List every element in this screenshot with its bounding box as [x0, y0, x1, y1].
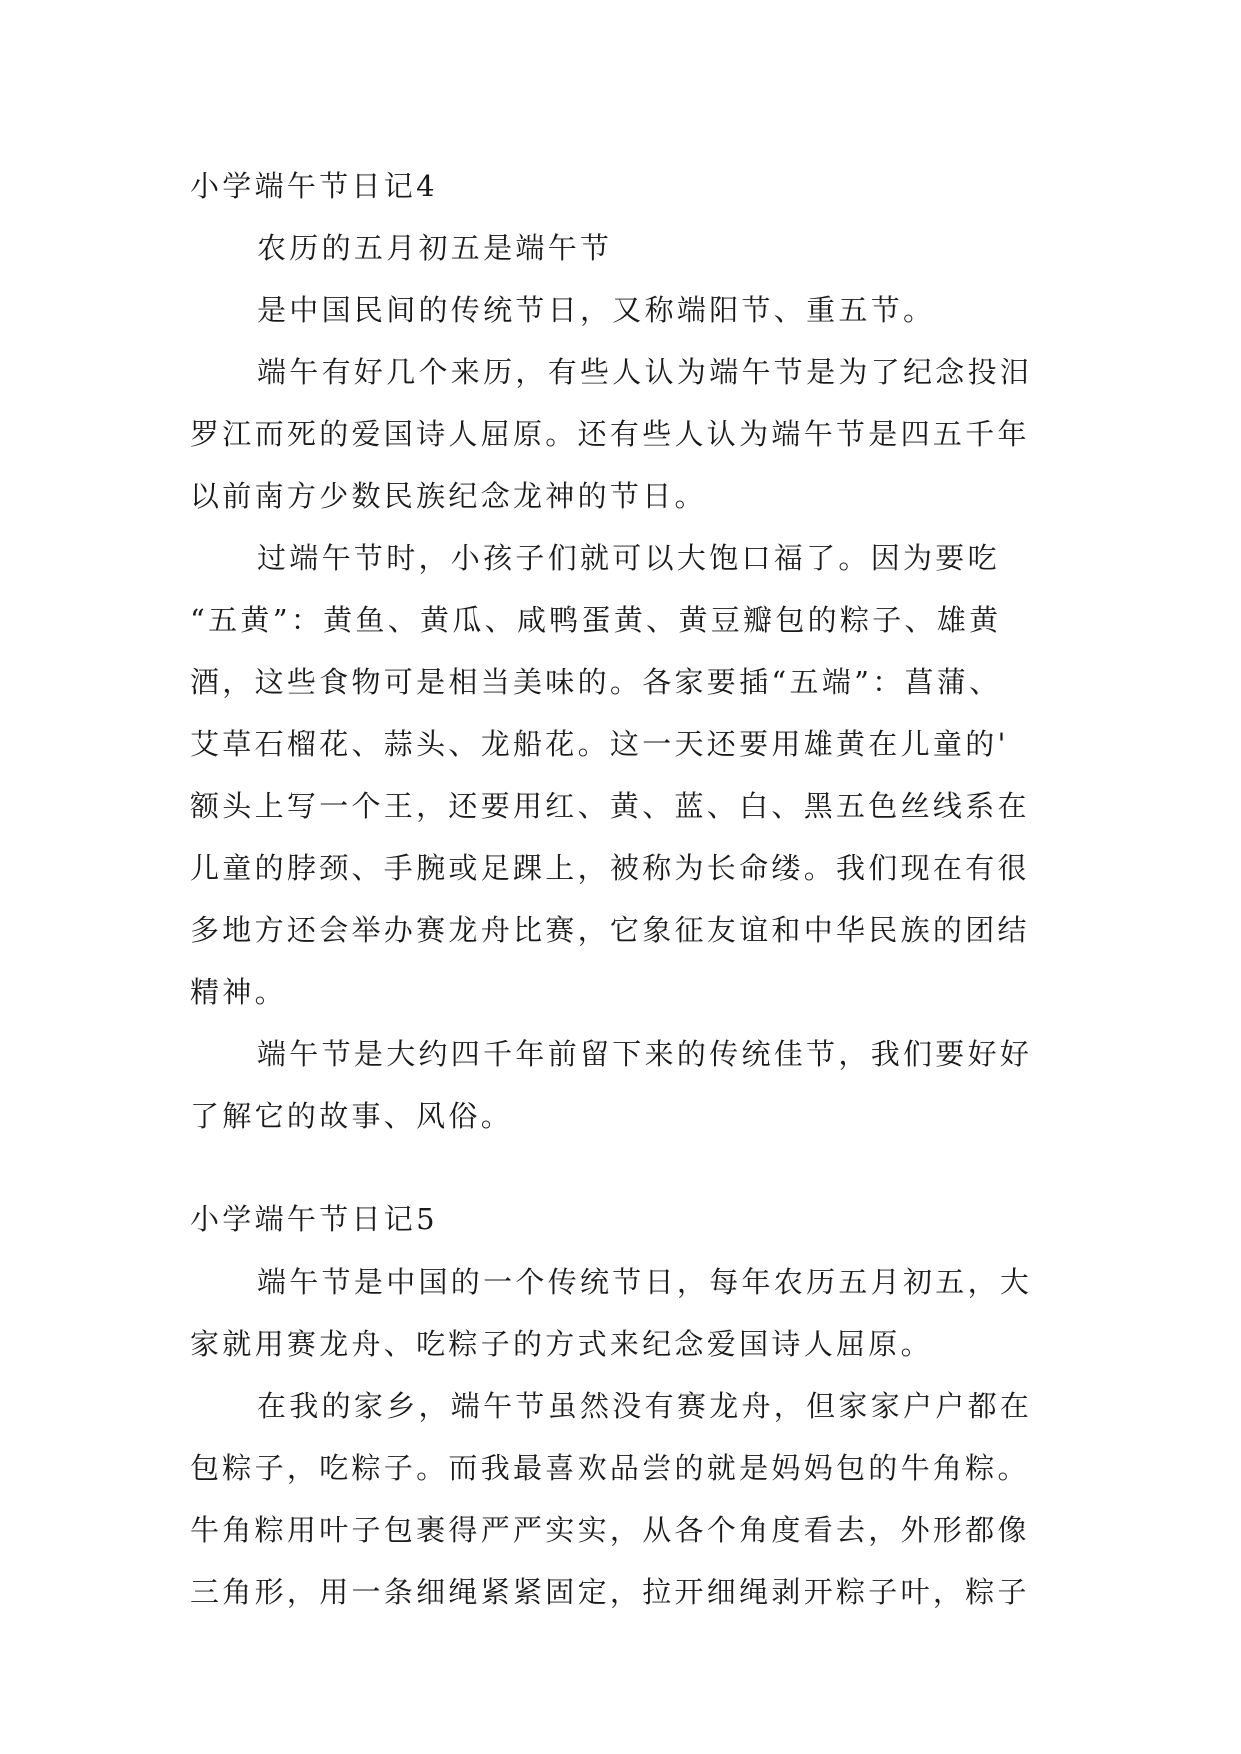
paragraph-line: 以前南方少数民族纪念龙神的节日。: [190, 479, 707, 513]
entry-title: 小学端午节日记5: [190, 1202, 438, 1236]
paragraph-line: 家就用赛龙舟、吃粽子的方式来纪念爱国诗人屈原。: [190, 1327, 933, 1361]
paragraph-line: 了解它的故事、风俗。: [190, 1099, 514, 1133]
entry-title: 小学端午节日记4: [190, 169, 438, 203]
paragraph-line: 额头上写一个王，还要用红、黄、蓝、白、黑五色丝线系在: [190, 789, 1030, 823]
paragraph-line: 包粽子，吃粽子。而我最喜欢品尝的就是妈妈包的牛角粽。: [190, 1451, 1030, 1485]
paragraph-line: 农历的五月初五是端午节: [257, 231, 613, 265]
paragraph-line: 端午有好几个来历，有些人认为端午节是为了纪念投汨: [257, 355, 1033, 389]
paragraph-line: 端午节是大约四千年前留下来的传统佳节，我们要好好: [257, 1037, 1033, 1071]
paragraph-line: 酒，这些食物可是相当美味的。各家要插“五端”：菖蒲、: [190, 665, 1002, 699]
paragraph-line: 过端午节时，小孩子们就可以大饱口福了。因为要吃: [257, 541, 1000, 575]
paragraph-line: 牛角粽用叶子包裹得严严实实，从各个角度看去，外形都像: [190, 1513, 1030, 1547]
paragraph-line: 端午节是中国的一个传统节日，每年农历五月初五，大: [257, 1265, 1033, 1299]
paragraph-line: 儿童的脖颈、手腕或足踝上，被称为长命缕。我们现在有很: [190, 851, 1030, 885]
paragraph-line: 罗江而死的爱国诗人屈原。还有些人认为端午节是四五千年: [190, 417, 1030, 451]
paragraph-line: “五黄”：黄鱼、黄瓜、咸鸭蛋黄、黄豆瓣包的粽子、雄黄: [190, 603, 1002, 637]
paragraph-line: 三角形，用一条细绳紧紧固定，拉开细绳剥开粽子叶，粽子: [190, 1575, 1030, 1609]
paragraph-line: 是中国民间的传统节日，又称端阳节、重五节。: [257, 293, 936, 327]
paragraph-line: 在我的家乡，端午节虽然没有赛龙舟，但家家户户都在: [257, 1389, 1033, 1423]
paragraph-line: 艾草石榴花、蒜头、龙船花。这一天还要用雄黄在儿童的': [190, 727, 1009, 761]
paragraph-line: 多地方还会举办赛龙舟比赛，它象征友谊和中华民族的团结: [190, 913, 1030, 947]
paragraph-line: 精神。: [190, 975, 287, 1009]
